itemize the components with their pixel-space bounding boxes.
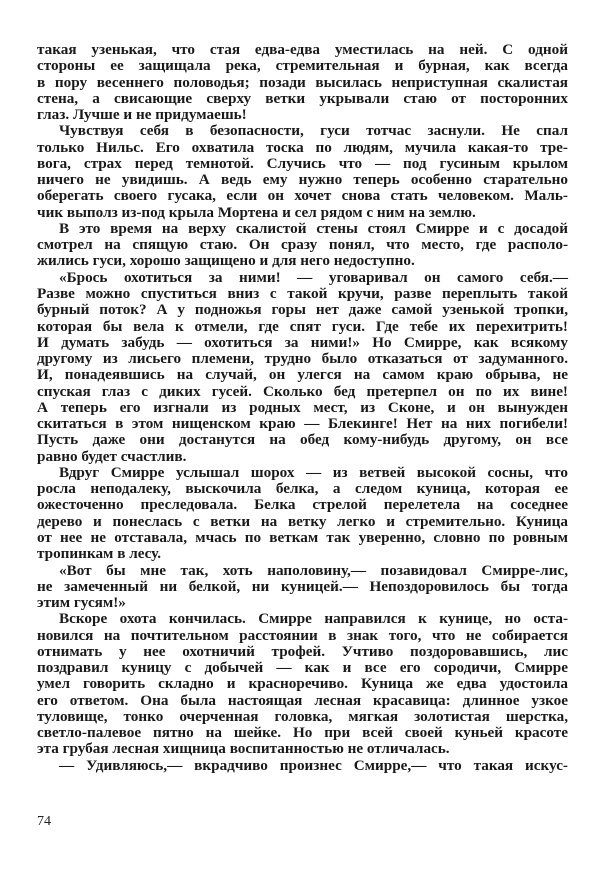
page-number: 74 <box>37 814 51 829</box>
paragraph <box>37 221 568 270</box>
paragraph <box>37 758 568 774</box>
paragraph <box>37 270 568 465</box>
text-line: Разве можно спуститься вниз с такой кручи, разве переплыть такой <box>37 284 568 302</box>
text-line: только Нильс. Его охватила тоска по людям, мучила какая-то тре- <box>37 138 568 156</box>
text-line: тропинкам в лесу. <box>37 545 162 563</box>
text-line: Вскоре охота кончилась. Смирре направился к кунице, но оста- <box>59 610 568 628</box>
paragraph <box>37 42 568 123</box>
text-line: отнимать у нее охотничий трофей. Учтиво поздоровавшись, лис <box>37 642 568 660</box>
book-page-text <box>37 42 568 774</box>
text-line: скитаться в этом нищенском краю — Блекинге! Нет на них погибели! <box>37 415 568 433</box>
text-line: — Удивляюсь,— вкрадчиво произнес Смирре,— что такая искус- <box>59 756 568 774</box>
text-line: такая узенькая, что стая едва-едва уместилась на ней. С одной <box>37 41 568 58</box>
paragraph <box>37 465 568 563</box>
text-line: стороны ее защищала река, стремительная и бурная, как всегда <box>37 57 568 75</box>
text-line: вога, страх перед темнотой. Случись что — под гусиным крылом <box>37 154 568 172</box>
paragraph <box>37 611 568 757</box>
text-line: светло-палевое пятно на шейке. Но при всей своей куньей красоте <box>37 724 568 742</box>
text-line: новился на почтительном расстоянии в знак того, что не собирается <box>37 626 568 644</box>
text-line: ожесточенно преследовала. Белка стрелой перелетела на соседнее <box>37 496 568 514</box>
text-line: туловище, тонко очерченная головка, мягкая золотистая шерстка, <box>37 707 568 725</box>
paragraph <box>37 563 568 612</box>
text-line: чик выполз из-под крыла Мортена и сел рядом с ним на землю. <box>37 203 476 221</box>
text-line: бурный поток? А у подножья горы нет даже самой узенькой тропки, <box>37 301 568 319</box>
text-line: ничего не увидишь. А ведь ему нужно теперь особенно старательно <box>37 171 568 189</box>
text-line: смотрел на спящую стаю. Он сразу понял, что место, где располо- <box>37 236 568 254</box>
text-line: жились гуси, хорошо защищено и для него недоступно. <box>37 252 415 270</box>
text-line: глаз. Лучше и не придумаешь! <box>37 106 247 124</box>
text-line: его ответом. Она была настоящая лесная красавица: длинное узкое <box>37 691 568 709</box>
text-line: стена, а свисающие сверху ветки укрывали стаю от посторонних <box>37 89 568 107</box>
text-line: поздравил куницу с добычей — как и все его сородичи, Смирре <box>37 659 568 677</box>
text-line: И, понадеявшись на случай, он улегся на самом краю обрыва, не <box>37 366 568 384</box>
text-line: дерево и понеслась с ветки на ветку легко и стремительно. Куница <box>37 512 568 530</box>
text-line: В это время на верху скалистой стены стоял Смирре и с досадой <box>59 219 568 237</box>
text-line: равно будет счастлив. <box>37 447 187 465</box>
text-line: «Брось охотиться за ними! — уговаривал он самого себя.— <box>59 268 568 286</box>
text-line: спуская глаз с диких гусей. Сколько бед претерпел он по их вине! <box>37 382 568 400</box>
text-line: А теперь его изгнали из родных мест, из Сконе, и он вынужден <box>37 398 568 416</box>
text-line: другому из лисьего племени, трудно было отказаться от задуманного. <box>37 350 568 368</box>
text-line: оберегать своего гусака, если он хочет снова стать человеком. Маль- <box>37 187 568 205</box>
paragraph <box>37 123 568 221</box>
text-line: Пусть даже они достанутся на обед кому-нибудь другому, он все <box>37 431 568 449</box>
text-line: Вдруг Смирре услышал шорох — из ветвей высокой сосны, что <box>59 463 568 481</box>
text-line: умел говорить складно и красноречиво. Куница же едва удостоила <box>37 675 568 693</box>
text-line: росла неподалеку, выскочила белка, а следом куница, которая ее <box>37 480 568 498</box>
text-line: «Вот бы мне так, хоть наполовину,— позавидовал Смирре-лис, <box>59 561 568 579</box>
text-line: которая бы вела к отмели, где спят гуси. Где тебе их перехитрить! <box>37 317 568 335</box>
text-line: этим гусям!» <box>37 594 126 612</box>
text-line: И думать забудь — охотиться за ними!» Но Смирре, как всякому <box>37 333 568 351</box>
text-line: эта грубая лесная хищница воспитанностью не отличалась. <box>37 740 450 758</box>
text-line: не замеченный ни белкой, ни куницей.— Непоздоровилось бы тогда <box>37 577 568 595</box>
text-line: в пору весеннего половодья; позади высилась неприступная скалистая <box>37 73 568 91</box>
text-line: Чувствуя себя в безопасности, гуси тотчас заснули. Не спал <box>59 122 568 140</box>
text-line: от нее не отставала, мчась по веткам так уверенно, словно по ровным <box>37 528 568 546</box>
